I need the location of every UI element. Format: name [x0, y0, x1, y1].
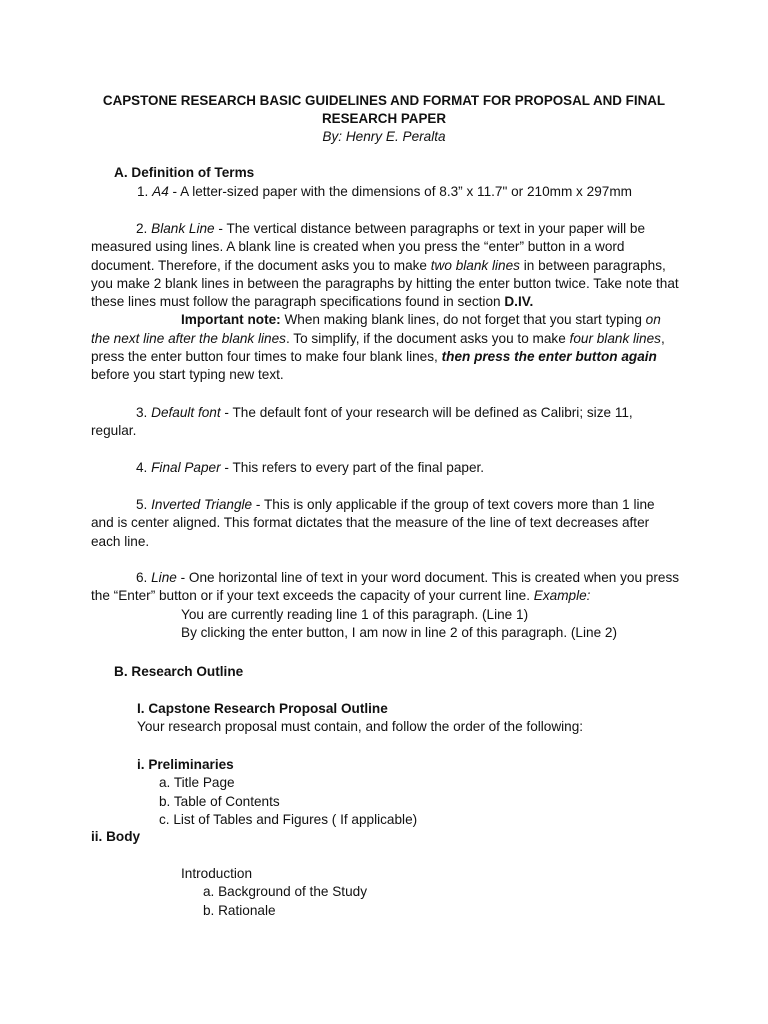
important-note-label: Important note:	[181, 312, 281, 328]
preliminaries-item: a. Title Page	[159, 775, 235, 790]
definition-line: 6. Line - One horizontal line of text in your word document. This is created when you press the “Enter” button or if your text exceeds the capacity of your current line. Example:	[91, 570, 680, 604]
example-line-1: You are currently reading line 1 of this paragraph. (Line 1)	[181, 607, 529, 622]
document-title	[80, 92, 688, 129]
body-item: b. Rationale	[203, 903, 276, 918]
term-inverted-triangle: Inverted Triangle	[151, 497, 253, 512]
definition-inverted-triangle: 5. Inverted Triangle - This is only applicable if the group of text covers more than 1 line and is center aligned. This format dictates that the measure of the line of text decreases after each line.	[91, 497, 655, 549]
example-line-2: By clicking the enter button, I am now in line 2 of this paragraph. (Line 2)	[181, 625, 617, 640]
term-blank-line: Blank Line	[151, 221, 215, 236]
definition-default-font: 3. Default font - The default font of your research will be defined as Calibri; size 11, regular.	[91, 405, 633, 439]
definition-blank-line: 2. Blank Line - The vertical distance between paragraphs or text in your paper will be measured using lines. A blank line is created when you press the “enter” button in a word document. Therefore, if the document asks you to make two blank lines in between paragraphs, you make 2 blank lines in between the paragraphs by hitting the enter button twice. Take note that these lines must follow the paragraph specifications found in section D.IV. Important note: When making blank lines, do not forget that you start typing on the next line after the blank lines. To simplify, if the document asks you to make four blank lines, press the enter button four times to make four blank lines, then press the enter button again before you start typing new text.	[91, 221, 679, 383]
title-line-1: CAPSTONE RESEARCH BASIC GUIDELINES AND FORMAT FOR PROPOSAL AND FINAL	[102, 93, 666, 108]
author-byline: By: Henry E. Peralta	[322, 129, 446, 144]
example-label: Example:	[533, 588, 591, 604]
section-a-heading: A. Definition of Terms	[114, 165, 255, 180]
preliminaries-item: c. List of Tables and Figures ( If applicable)	[159, 812, 418, 827]
body-item: a. Background of the Study	[203, 884, 367, 899]
introduction-label: Introduction	[181, 866, 253, 881]
preliminaries-item: b. Table of Contents	[159, 794, 280, 809]
preliminaries-heading: i. Preliminaries	[137, 757, 234, 772]
proposal-outline-intro: Your research proposal must contain, and follow the order of the following:	[137, 719, 584, 734]
term-default-font: Default font	[151, 405, 221, 420]
term-a4: A4	[152, 184, 169, 199]
body-heading: ii. Body	[91, 829, 141, 844]
definition-final-paper: 4. Final Paper - This refers to every part of the final paper.	[136, 460, 485, 475]
title-line-2: RESEARCH PAPER	[321, 111, 446, 127]
section-b-heading: B. Research Outline	[114, 664, 244, 679]
term-final-paper: Final Paper	[151, 460, 221, 475]
definition-a4: 1. A4 - A letter-sized paper with the dimensions of 8.3” x 11.7" or 210mm x 297mm	[137, 184, 632, 199]
proposal-outline-heading: I. Capstone Research Proposal Outline	[137, 701, 388, 716]
term-line: Line	[151, 570, 177, 585]
